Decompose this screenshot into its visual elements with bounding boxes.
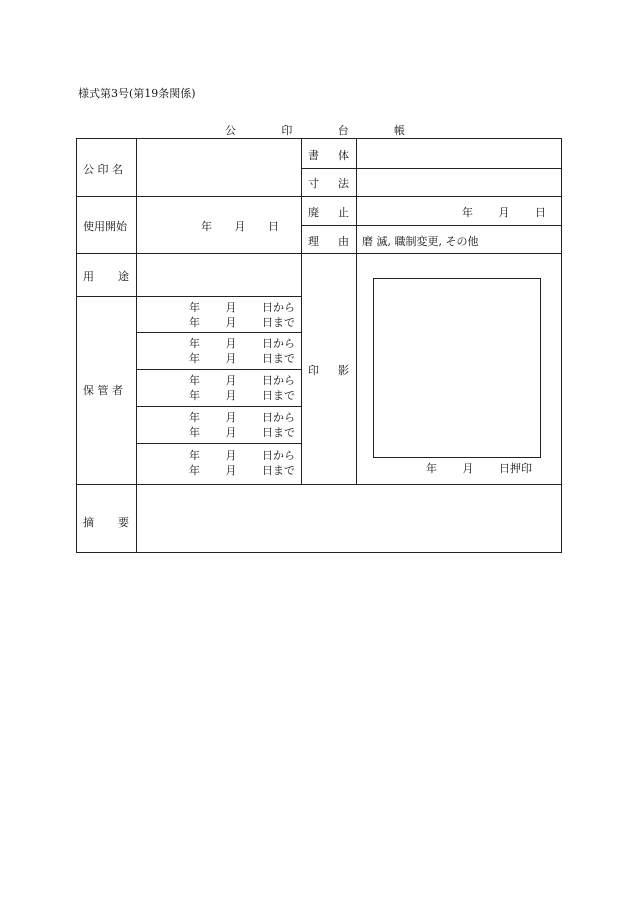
row-divider	[77, 253, 561, 254]
typeface-label: 書 体	[308, 149, 349, 162]
column-divider	[301, 139, 302, 484]
period-to: 年 月 日まで	[189, 316, 295, 329]
period-to: 年 月 日まで	[189, 352, 295, 365]
row-divider	[301, 168, 561, 169]
impression-label: 印 影	[308, 364, 349, 377]
start-date: 年 月 日	[201, 220, 279, 233]
title-char-3: 台	[337, 124, 349, 137]
seal-name-label: 公 印 名	[83, 163, 123, 176]
ledger-title	[225, 122, 405, 138]
row-divider	[136, 406, 301, 407]
period-from: 年 月 日から	[189, 374, 295, 387]
row-divider	[301, 225, 561, 226]
row-divider	[77, 296, 301, 297]
period-to: 年 月 日まで	[189, 389, 295, 402]
title-char-4: 帳	[393, 124, 405, 137]
column-divider	[356, 139, 357, 484]
reason-value: 磨 滅, 職制変更, その他	[362, 235, 479, 248]
period-from: 年 月 日から	[189, 449, 295, 462]
keeper-period-4	[189, 410, 295, 440]
summary-label: 摘 要	[83, 516, 129, 529]
keeper-period-3	[189, 373, 295, 403]
abolition-date: 年 月 日	[462, 206, 546, 219]
reason-label: 理 由	[308, 235, 349, 248]
period-from: 年 月 日から	[189, 337, 295, 350]
seal-name-value	[137, 139, 301, 196]
row-divider	[136, 332, 301, 333]
impression-date: 年 月 日押印	[426, 462, 532, 475]
period-to: 年 月 日まで	[189, 464, 295, 477]
keeper-period-1	[189, 300, 295, 330]
seal-ledger-table	[76, 138, 562, 553]
period-from: 年 月 日から	[189, 301, 295, 314]
column-divider	[136, 139, 137, 553]
seal-impression-box	[373, 278, 541, 458]
start-label: 使用開始	[83, 220, 127, 233]
period-from: 年 月 日から	[189, 411, 295, 424]
row-divider	[77, 484, 561, 485]
abolition-label: 廃 止	[308, 206, 349, 219]
purpose-label: 用 途	[83, 270, 129, 283]
form-number: 様式第3号(第19条関係)	[78, 87, 196, 100]
keeper-period-5	[189, 448, 295, 478]
title-char-1: 公	[225, 124, 236, 137]
row-divider	[136, 369, 301, 370]
title-char-2: 印	[281, 124, 293, 137]
period-to: 年 月 日まで	[189, 426, 295, 439]
row-divider	[136, 443, 301, 444]
size-label: 寸 法	[308, 177, 349, 190]
keeper-period-2	[189, 336, 295, 366]
keeper-label: 保 管 者	[83, 384, 123, 397]
row-divider	[77, 196, 561, 197]
